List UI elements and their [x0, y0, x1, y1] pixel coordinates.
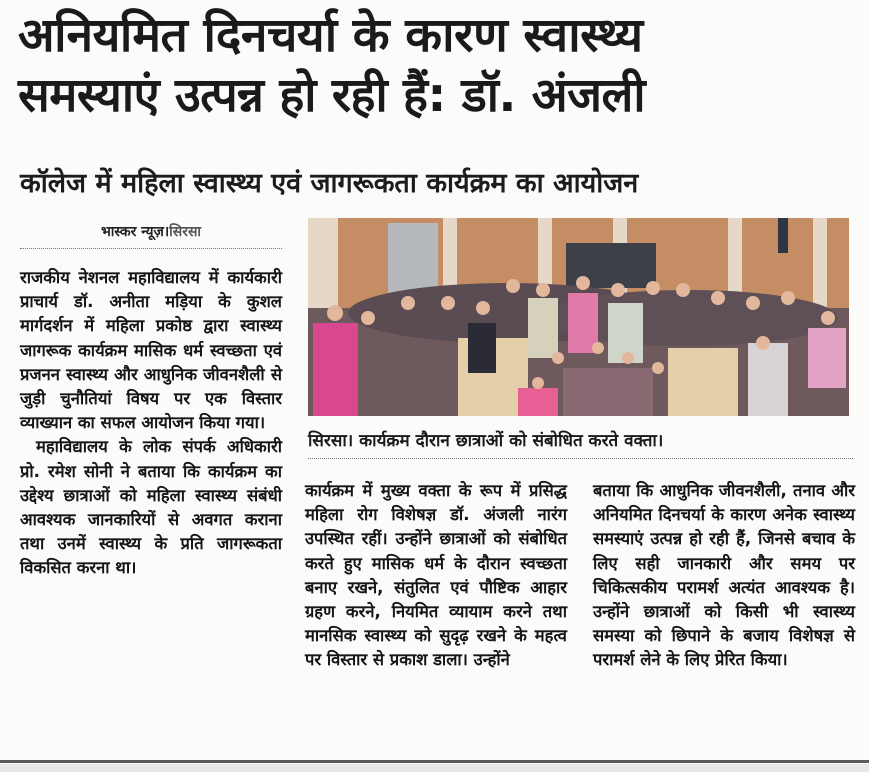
byline-place: सिरसा — [169, 224, 202, 240]
byline — [20, 222, 282, 241]
group-photo-image — [308, 218, 849, 416]
subheadline: कॉलेज में महिला स्वास्थ्य एवं जागरूकता कार्यक्रम का आयोजन — [20, 168, 639, 199]
article-paragraph: राजकीय नेशनल महाविद्यालय में कार्यकारी प्राचार्य डॉ. अनीता मड़िया के कुशल मार्गदर्शन में महिला प्रकोष्ठ द्वारा स्वास्थ्य जागरूक कार्यक्रम मासिक धर्म स्वच्छता एवं प्रजनन स्वास्थ्य और आधुनिक जीवनशैली से जुड़ी चुनौतियां विषय पर एक विस्तार व्याख्यान का सफल आयोजन किया गया। — [20, 268, 282, 433]
article-column-2 — [305, 479, 567, 673]
article-paragraph: महाविद्यालय के लोक संपर्क अधिकारी प्रो. रमेश सोनी ने बताया कि कार्यक्रम का उद्देश्य छात्राओं को महिला स्वास्थ्य संबंधी आवश्यक जानकारियों से अवगत कराना तथा उनमें स्वास्थ्य के प्रति जागरूकता विकसित करना था। — [20, 437, 282, 578]
bottom-border — [0, 760, 869, 763]
caption-divider — [308, 458, 853, 459]
byline-divider — [20, 248, 282, 249]
photo-caption: सिरसा। कार्यक्रम दौरान छात्राओं को संबोधित करते वक्ता। — [308, 431, 664, 451]
byline-source: भास्कर न्यूज़ — [100, 224, 164, 240]
article-column-3 — [593, 479, 855, 673]
event-photo — [308, 218, 849, 416]
headline — [18, 6, 858, 126]
headline-line-2: समस्याएं उत्पन्न हो रही हैं: डॉ. अंजली — [18, 68, 646, 123]
article-paragraph: बताया कि आधुनिक जीवनशैली, तनाव और अनियमित दिनचर्या के कारण अनेक स्वास्थ्य समस्याएं उत्पन्न हो रही हैं, जिनसे बचाव के लिए सही जानकारी और समय पर चिकित्सकीय परामर्श अत्यंत आवश्यक है। उन्होंने छात्राओं को किसी भी स्वास्थ्य समस्या को छिपाने के बजाय विशेषज्ञ से परामर्श लेने के लिए प्रेरित किया। — [593, 481, 855, 670]
headline-line-1: अनियमित दिनचर्या के कारण स्वास्थ्य — [18, 8, 643, 63]
byline-separator: । — [163, 224, 170, 240]
article-column-1 — [20, 266, 282, 581]
bottom-margin — [0, 764, 869, 772]
article-paragraph: कार्यक्रम में मुख्य वक्ता के रूप में प्रसिद्ध महिला रोग विशेषज्ञ डॉ. अंजली नारंग उपस्थित रहीं। उन्होंने छात्राओं को संबोधित करते हुए मासिक धर्म के दौरान स्वच्छता बनाए रखने, संतुलित एवं पौष्टिक आहार ग्रहण करने, नियमित व्यायाम करने तथा मानसिक स्वास्थ्य को सुदृढ़ रखने के महत्व पर विस्तार से प्रकाश डाला। उन्होंने — [305, 481, 567, 670]
